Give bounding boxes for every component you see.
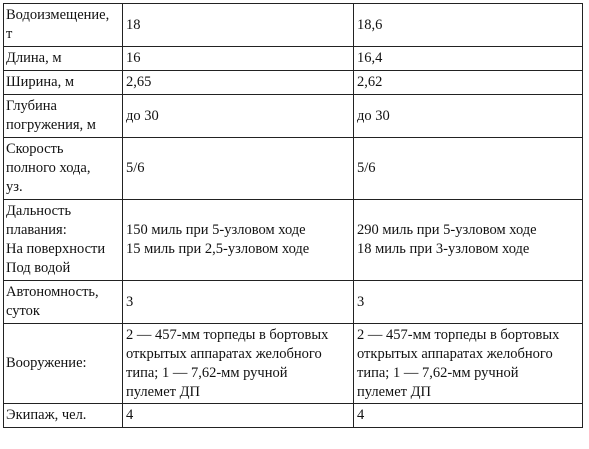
row-label-line: Глубина (6, 98, 57, 114)
table-row (4, 281, 583, 324)
row-label-line: Экипаж, чел. (6, 407, 87, 423)
value-cell-a (123, 324, 354, 404)
row-label-cell (4, 4, 123, 47)
row-label-cell (4, 47, 123, 71)
value-line: 290 миль при 5-узловом ходе (357, 222, 537, 238)
value-line: до 30 (357, 107, 390, 124)
table-row (4, 4, 583, 47)
value-line: 2 — 457-мм торпеды в бортовых (126, 326, 329, 343)
table-row (4, 404, 583, 428)
row-label-line: Скорость (6, 141, 64, 157)
value-cell-a (123, 138, 354, 200)
row-label-line: Дальность (6, 203, 72, 219)
value-line: открытых аппаратах желобного (357, 345, 553, 362)
value-cell-b (354, 95, 583, 138)
row-label-cell (4, 404, 123, 428)
row-label-cell (4, 324, 123, 404)
row-label-cell (4, 281, 123, 324)
row-label-cell (4, 138, 123, 200)
row-label-line: т (6, 26, 13, 42)
value-line: 3 (357, 293, 365, 310)
row-label-line: уз. (6, 179, 23, 195)
row-label-line: Ширина, м (6, 74, 75, 90)
row-label-cell (4, 71, 123, 95)
value-cell-b (354, 47, 583, 71)
value-line: 2,62 (357, 74, 383, 90)
value-line: 5/6 (357, 160, 376, 176)
value-line: 18 (126, 16, 141, 33)
row-label-cell (4, 200, 123, 281)
value-line: 15 миль при 2,5-узловом ходе (126, 241, 310, 257)
table-row (4, 138, 583, 200)
row-label-line: полного хода, (6, 160, 91, 176)
table-row (4, 47, 583, 71)
row-label-line: Водоизмещение, (6, 7, 110, 23)
value-line: 4 (357, 407, 365, 423)
table-row (4, 200, 583, 281)
value-cell-b (354, 200, 583, 281)
value-cell-a (123, 281, 354, 324)
value-line: 18 миль при 3-узловом ходе (357, 241, 530, 257)
value-line: 5/6 (126, 160, 145, 176)
table-row (4, 71, 583, 95)
value-line: пулемет ДП (357, 383, 431, 400)
row-label-line: Под водой (6, 260, 71, 276)
row-label-line: Длина, м (6, 50, 62, 66)
value-line: 16,4 (357, 50, 383, 66)
table-row (4, 324, 583, 404)
value-cell-b (354, 324, 583, 404)
row-label-line: суток (6, 303, 40, 319)
value-line: 4 (126, 407, 134, 423)
row-label-line: Вооружение: (6, 355, 87, 371)
table-row (4, 95, 583, 138)
value-cell-b (354, 71, 583, 95)
value-line: до 30 (126, 107, 159, 124)
specifications-table (3, 3, 583, 428)
row-label-line: погружения, м (6, 117, 96, 133)
row-label-line: Автономность, (6, 284, 99, 300)
value-cell-a (123, 47, 354, 71)
value-line: 18,6 (357, 16, 383, 33)
specifications-table-body (4, 4, 583, 428)
value-cell-b (354, 404, 583, 428)
value-line: типа; 1 — 7,62-мм ручной (126, 364, 288, 381)
value-cell-a (123, 95, 354, 138)
row-label-cell (4, 95, 123, 138)
row-label-line: плавания: (6, 222, 67, 238)
value-cell-b (354, 4, 583, 47)
value-line: типа; 1 — 7,62-мм ручной (357, 364, 519, 381)
value-line: 2,65 (126, 74, 152, 90)
value-line: открытых аппаратах желобного (126, 345, 322, 362)
value-cell-a (123, 404, 354, 428)
value-line: 16 (126, 50, 141, 66)
value-line: 3 (126, 293, 134, 310)
value-line: пулемет ДП (126, 383, 200, 400)
value-cell-a (123, 71, 354, 95)
value-line: 2 — 457-мм торпеды в бортовых (357, 326, 560, 343)
value-line: 150 миль при 5-узловом ходе (126, 222, 306, 238)
value-cell-b (354, 281, 583, 324)
value-cell-b (354, 138, 583, 200)
row-label-line: На поверхности (6, 241, 106, 257)
value-cell-a (123, 200, 354, 281)
value-cell-a (123, 4, 354, 47)
